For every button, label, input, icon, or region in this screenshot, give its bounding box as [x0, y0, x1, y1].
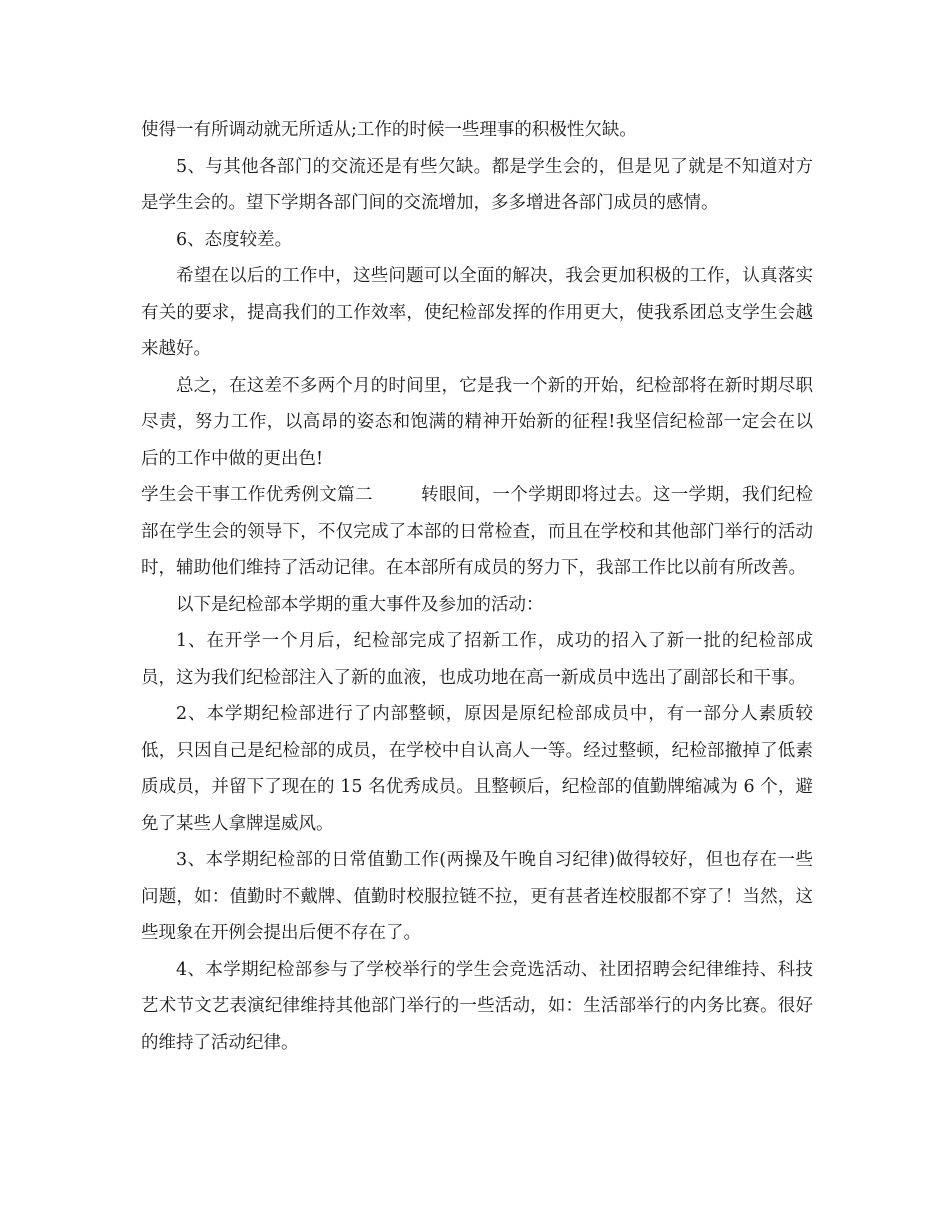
section-heading: 学生会干事工作优秀例文篇二	[141, 485, 373, 505]
paragraph-5: 总之，在这差不多两个月的时间里，它是我一个新的开始，纪检部将在新时期尽职尽责，努力工作，以高昂的姿态和饱满的精神开始新的征程!我坚信纪检部一定会在以后的工作中做的更出色!	[141, 375, 813, 469]
paragraph-7: 1、在开学一个月后，纪检部完成了招新工作，成功的招入了新一批的纪检部成员，这为我们纪检部注入了新的血液，也成功地在高一新成员中选出了副部长和干事。	[141, 631, 813, 688]
paragraph-8: 2、本学期纪检部进行了内部整顿，原因是原纪检部成员中，有一部分人素质较低，只因自己是纪检部的成员，在学校中自认高人一等。经过整顿，纪检部撤掉了低素质成员，并留下了现在的 15 名优秀成员。且整顿后，纪检部的值勤牌缩减为 6 个，避免了某些人拿牌逞威风。	[141, 704, 813, 834]
section-intro: 转眼间，一个学期即将过去。这一学期，我们纪检部在学生会的领导下，不仅完成了本部的日常检查，而且在学校和其他部门举行的活动时，辅助他们维持了活动记律。在本部所有成员的努力下，我部工作比以前有所改善。	[141, 485, 814, 578]
paragraph-4: 希望在以后的工作中，这些问题可以全面的解决，我会更加积极的工作，认真落实有关的要求，提高我们的工作效率，使纪检部发挥的作用更大，使我系团总支学生会越来越好。	[141, 266, 813, 359]
paragraph-2: 5、与其他各部门的交流还是有些欠缺。都是学生会的，但是见了就是不知道对方是学生会的。望下学期各部门间的交流增加，多多增进各部门成员的感情。	[141, 156, 813, 213]
document-body	[141, 112, 813, 1061]
paragraph-6: 以下是纪检部本学期的重大事件及参加的活动：	[176, 594, 544, 615]
paragraph-9: 3、本学期纪检部的日常值勤工作(两操及午晚自习纪律)做得较好，但也存在一些问题，如：值勤时不戴牌、值勤时校服拉链不拉，更有甚者连校服都不穿了！当然，这些现象在开例会提出后便不存在了。	[141, 850, 813, 943]
paragraph-10: 4、本学期纪检部参与了学校举行的学生会竞选活动、社团招聘会纪律维持、科技艺术节文艺表演纪律维持其他部门举行的一些活动，如：生活部举行的内务比赛。很好的维持了活动纪律。	[141, 959, 813, 1053]
paragraph-3: 6、态度较差。	[176, 229, 293, 250]
paragraph-1: 使得一有所调动就无所适从;工作的时候一些理事的积极性欠缺。	[141, 120, 637, 140]
section-two-paragraph	[141, 477, 813, 587]
